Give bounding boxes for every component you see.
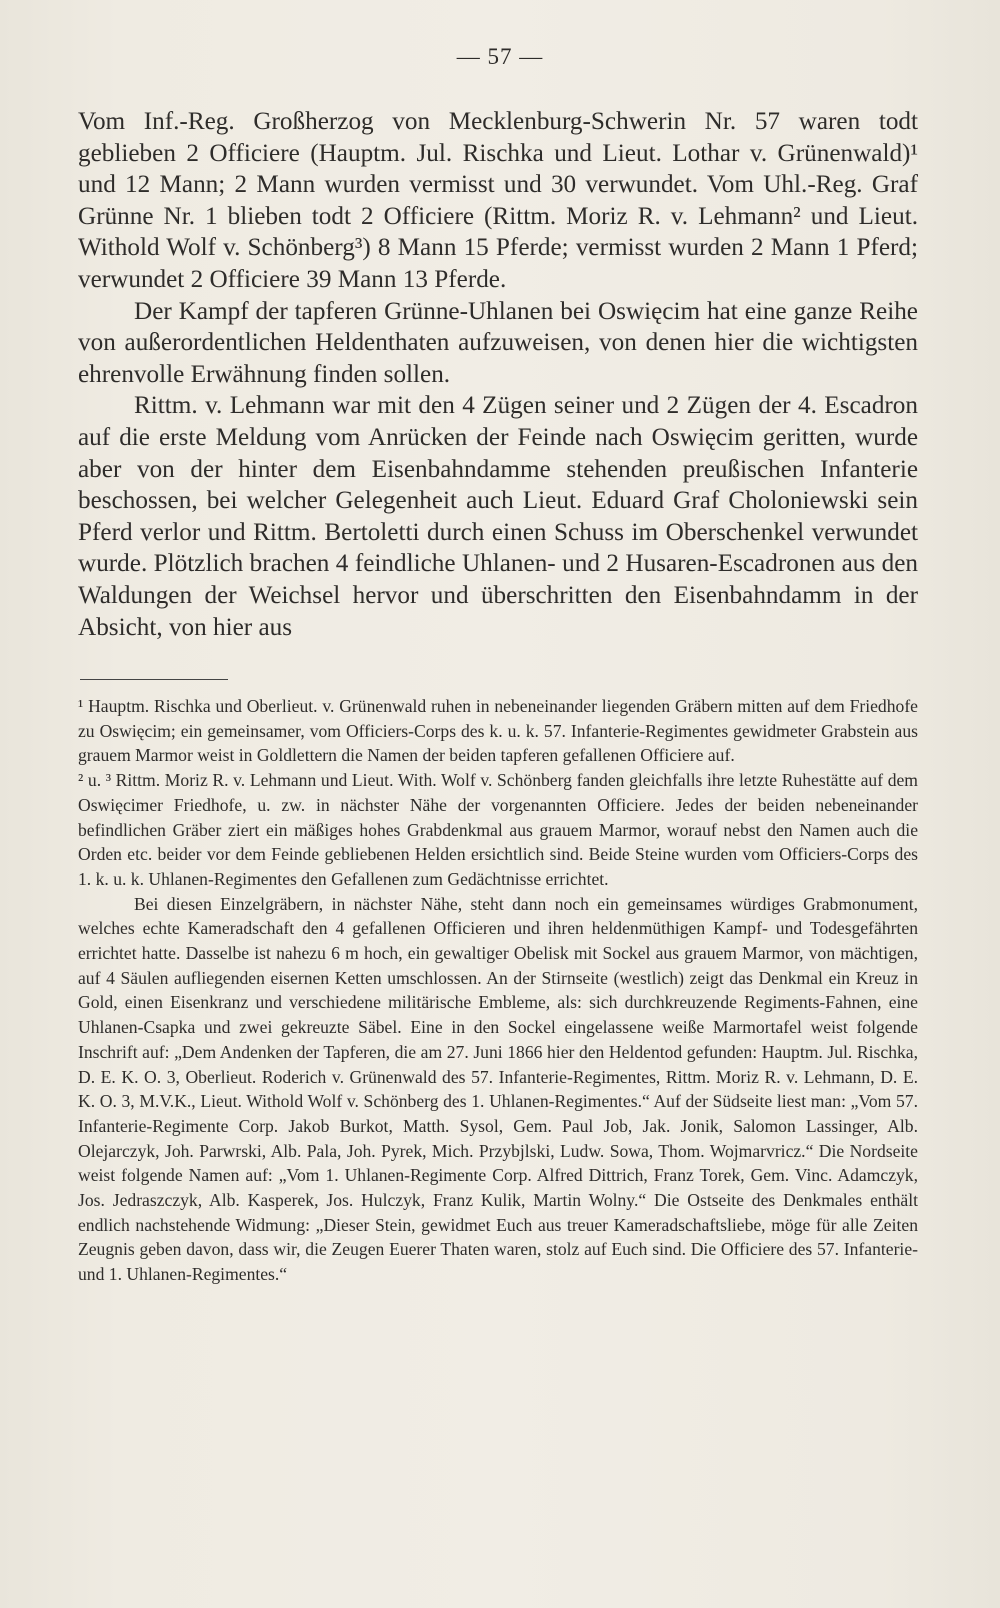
footnote-1: ¹ Hauptm. Rischka und Oberlieut. v. Grünenwald ruhen in nebeneinander liegenden Gräbern mitten auf dem Friedhofe zu Oswięcim; ein gemeinsamer, vom Officiers-Corps des k. u. k. 57. Infanterie-Regimentes gewidmeter Grabstein aus grauem Marmor weist in Goldlettern die Namen der beiden tapferen gefallenen Officiere auf.	[78, 696, 918, 766]
footnotes	[78, 694, 918, 1287]
paragraph-lehmann: Rittm. v. Lehmann war mit den 4 Zügen seiner und 2 Zügen der 4. Escadron auf die erste Meldung vom Anrücken der Feinde nach Oswięcim geritten, wurde aber von der hinter dem Eisenbahndamme stehenden preußischen Infanterie beschossen, bei welcher Gelegenheit auch Lieut. Eduard Graf Choloniewski sein Pferd verlor und Rittm. Bertoletti durch einen Schuss im Oberschenkel verwundet wurde. Plötzlich brachen 4 feindliche Uhlanen- und 2 Husaren-Escadronen aus den Waldungen der Weichsel hervor und überschritten den Eisenbahndamm in der Absicht, von hier aus	[78, 392, 918, 641]
footnote-divider	[80, 679, 228, 680]
paragraph-casualties: Vom Inf.-Reg. Großherzog von Mecklenburg-Schwerin Nr. 57 waren todt geblieben 2 Officiere (Hauptm. Jul. Rischka und Lieut. Lothar v. Grünenwald)¹ und 12 Mann; 2 Mann wurden vermisst und 30 verwundet. Vom Uhl.-Reg. Graf Grünne Nr. 1 blieben todt 2 Officiere (Rittm. Moriz R. v. Lehmann² und Lieut. Withold Wolf v. Schönberg³) 8 Mann 15 Pferde; vermisst wurden 2 Mann 1 Pferd; verwundet 2 Officiere 39 Mann 13 Pferde.	[78, 108, 918, 293]
page-number: — 57 —	[456, 44, 544, 69]
footnote-monument: Bei diesen Einzelgräbern, in nächster Nähe, steht dann noch ein gemeinsames würdiges Grabmonument, welches echte Kameradschaft den 4 gefallenen Officieren und ihren heldenmüthigen Kampf- und Todesgefährten errichtet hatte. Dasselbe ist nahezu 6 m hoch, ein gewaltiger Obelisk mit Sockel aus grauem Marmor, von mächtigen, auf 4 Säulen aufliegenden eisernen Ketten umschlossen. An der Stirnseite (westlich) zeigt das Denkmal ein Kreuz in Gold, einen Eisenkranz und verschiedene militärische Embleme, als: sich durchkreuzende Regiments-Fahnen, eine Uhlanen-Csapka und zwei gekreuzte Säbel. Eine in den Sockel eingelassene weiße Marmortafel weist folgende Inschrift auf: „Dem Andenken der Tapferen, die am 27. Juni 1866 hier den Heldentod gefunden: Hauptm. Jul. Rischka, D. E. K. O. 3, Oberlieut. Roderich v. Grünenwald des 57. Infanterie-Regimentes, Rittm. Moriz R. v. Lehmann, D. E. K. O. 3, M.V.K., Lieut. Withold Wolf v. Schönberg des 1. Uhlanen-Regimentes.“ Auf der Südseite liest man: „Vom 57. Infanterie-Regimente Corp. Jakob Burkot, Matth. Sysol, Gem. Paul Job, Jak. Jonik, Salomon Lassinger, Alb. Olejarczyk, Joh. Parwrski, Alb. Pala, Joh. Pyrek, Mich. Przybjlski, Ludw. Sowa, Thom. Wojmarvricz.“ Die Nordseite weist folgende Namen auf: „Vom 1. Uhlanen-Regimente Corp. Alfred Dittrich, Franz Torek, Gem. Vinc. Adamczyk, Jos. Jedraszczyk, Alb. Kasperek, Jos. Hulczyk, Franz Kulik, Martin Wolny.“ Die Ostseite des Denkmales enthält endlich nachstehende Widmung: „Dieser Stein, gewidmet Euch aus treuer Kameradschaftsliebe, möge für alle Zeiten Zeugnis geben davon, dass wir, die Zeugen Euerer Thaten waren, stolz auf Euch sind. Die Officiere des 57. Infanterie- und 1. Uhlanen-Regimentes.“	[78, 893, 918, 1285]
main-text	[78, 106, 918, 643]
paragraph-battle-intro: Der Kampf der tapferen Grünne-Uhlanen bei Oswięcim hat eine ganze Reihe von außerordentlichen Heldenthaten aufzuweisen, von denen hier die wichtigsten ehrenvolle Erwähnung finden sollen.	[78, 297, 918, 388]
footnote-2-3: ² u. ³ Rittm. Moriz R. v. Lehmann und Lieut. With. Wolf v. Schönberg fanden gleichfalls ihre letzte Ruhestätte auf dem Oswięcimer Friedhofe, u. zw. in nächster Nähe der vorgenannten Officiere. Jedes der beiden nebeneinander befindlichen Gräber ziert ein mäßiges hohes Grabdenkmal aus grauem Marmor, worauf nebst den Namen auch die Orden etc. beider vor dem Feinde gebliebenen Helden ersichtlich sind. Beide Steine wurden vom Officiers-Corps des 1. k. u. k. Uhlanen-Regimentes den Gefallenen zum Gedächtnisse errichtet.	[78, 770, 918, 889]
